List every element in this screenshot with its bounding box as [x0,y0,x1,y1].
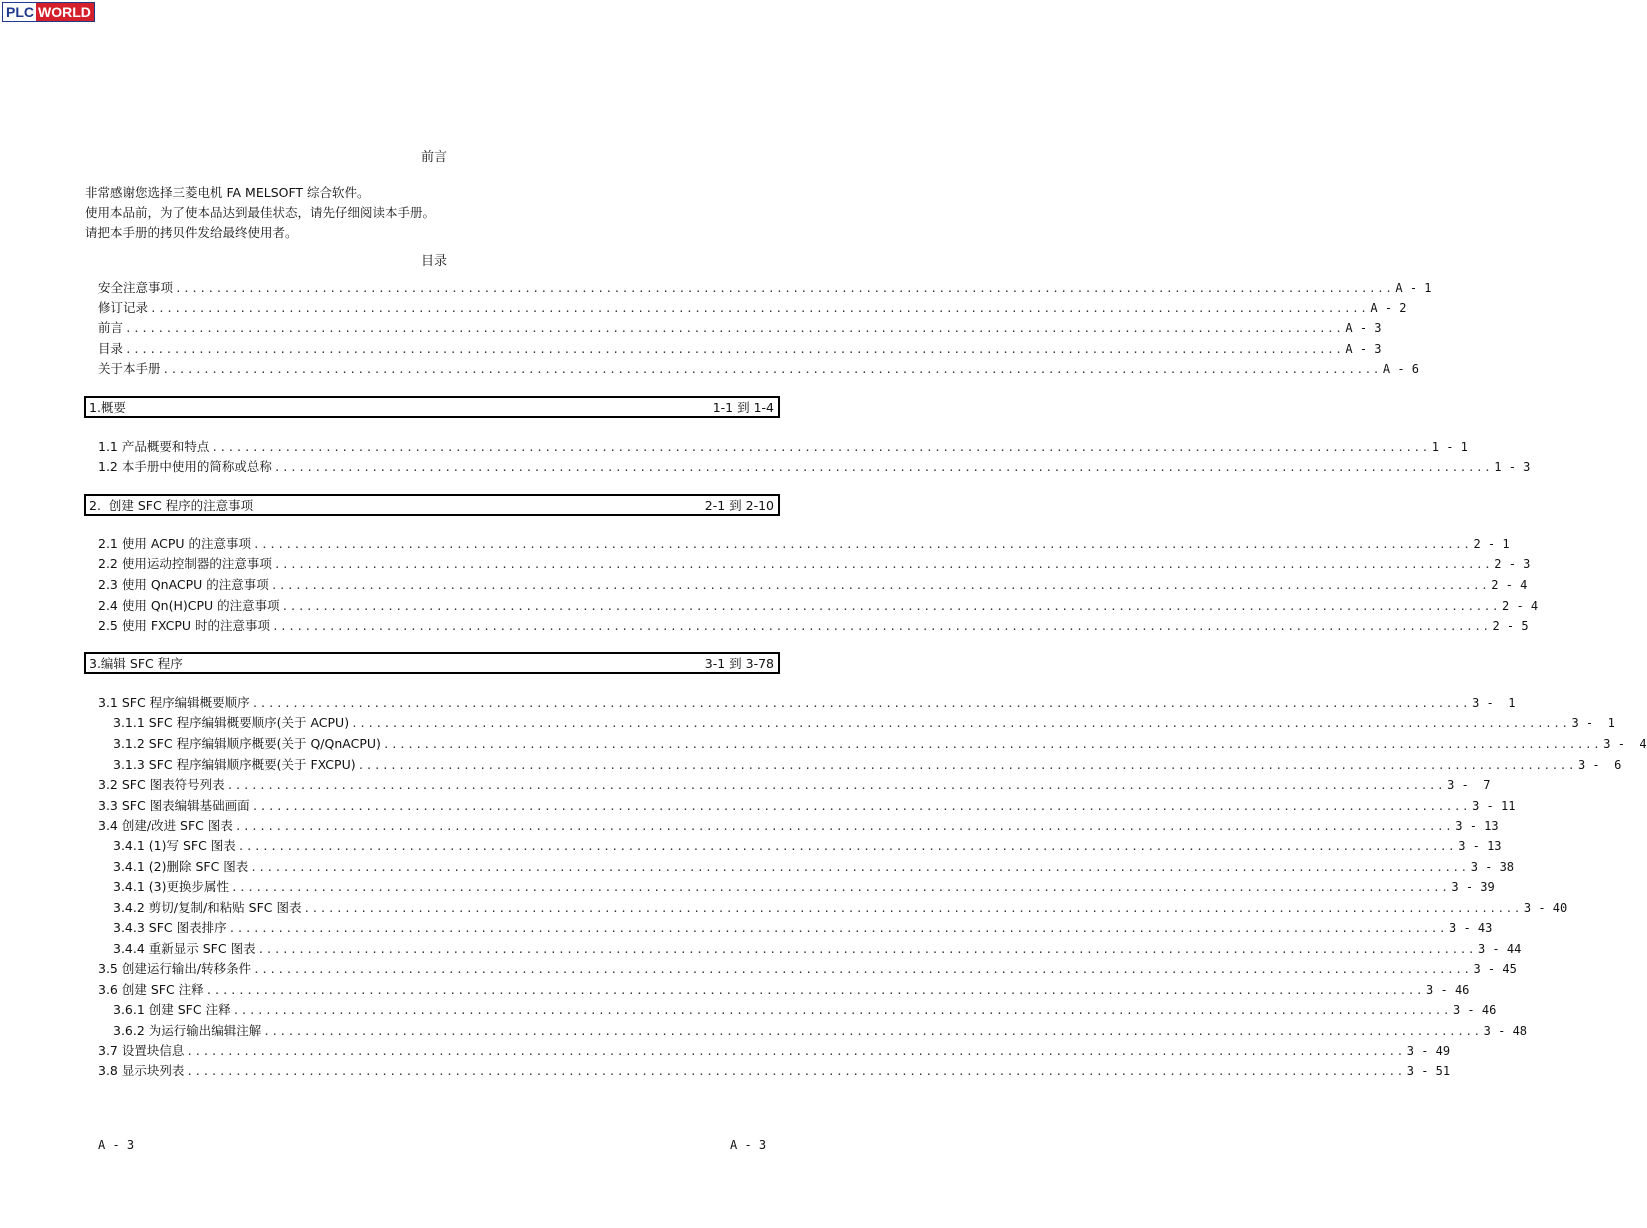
chapter-header-1[interactable] [84,396,780,418]
toc-entry-page: 2 - 4 [1491,578,1528,592]
toc-entry-label: 目录 [98,341,124,356]
toc-entry-page: 3 - 49 [1406,1044,1451,1058]
dot-leader: ...................................................................................................................................................... [253,538,1472,551]
toc-entry[interactable] [98,278,1432,298]
toc-entry-page: 3 - 48 [1483,1024,1528,1038]
toc-entry-page: A - 6 [1382,362,1420,376]
toc-entry-page: A - 2 [1370,301,1407,315]
dot-leader: ...................................................................................................................................................... [272,620,1491,633]
toc-entry-label: 3.4 创建/改进 SFC 图表 [98,818,233,833]
toc-entry[interactable] [98,554,1531,574]
toc-entry[interactable] [98,534,1510,554]
toc-entry-label: 3.1.1 SFC 程序编辑概要顺序(关于 ACPU) [113,715,350,730]
dot-leader: ...................................................................................................................................................... [382,738,1602,751]
toc-subentry[interactable] [113,857,1515,877]
toc-entry-page: 3 - 51 [1406,1064,1451,1078]
toc-entry-label: 3.4.1 (3)更换步属性 [113,879,229,894]
toc-entry[interactable] [98,616,1529,636]
logo-text-world: WORLD [36,3,94,21]
chapter-page-range: 3-1 到 3-78 [704,656,774,671]
toc-entry-label: 2.1 使用 ACPU 的注意事项 [98,536,252,551]
toc-entry[interactable] [98,1061,1451,1081]
toc-subentry[interactable] [113,836,1502,856]
toc-entry-page: A - 3 [1345,342,1382,356]
toc-entry[interactable] [98,339,1382,359]
logo-text-plc: PLC [3,3,36,21]
dot-leader: ...................................................................................................................................................... [228,922,1447,935]
dot-leader: ...................................................................................................................................................... [237,840,1457,853]
toc-entry-page: 3 - 46 [1426,983,1470,997]
toc-entry-label: 3.7 设置块信息 [98,1043,185,1058]
toc-entry-page: 3 - 11 [1472,799,1516,813]
dot-leader: ...................................................................................................................................................... [281,600,1501,613]
preface-title: 前言 [420,150,447,165]
toc-entry[interactable] [98,298,1407,318]
toc-entry-label: 3.1 SFC 程序编辑概要顺序 [98,695,250,710]
toc-entry[interactable] [98,693,1516,713]
toc-entry-page: 3 - 39 [1451,880,1495,894]
dot-leader: ...................................................................................................................................................... [175,282,1394,295]
toc-entry[interactable] [98,318,1382,338]
toc-entry-label: 3.4.1 (1)写 SFC 图表 [113,838,236,853]
toc-subentry[interactable] [113,918,1493,938]
toc-subentry[interactable] [113,734,1647,754]
toc-entry-label: 1.1 产品概要和特点 [98,439,210,454]
intro-line: 请把本手册的拷贝件发给最终使用者。 [85,225,298,240]
toc-entry-label: 安全注意事项 [98,280,174,295]
toc-entry-label: 3.4.4 重新显示 SFC 图表 [113,941,256,956]
chapter-page-range: 2-1 到 2-10 [704,498,774,513]
toc-entry-page: A - 3 [1345,321,1382,335]
toc-entry-label: 3.3 SFC 图表编辑基础画面 [98,798,250,813]
toc-entry-page: 3 - 6 [1577,758,1622,772]
toc-entry-page: 1 - 3 [1494,460,1531,474]
toc-entry-page: 2 - 1 [1473,537,1510,551]
toc-entry-page: 1 - 1 [1431,440,1468,454]
dot-leader: ...................................................................................................................................................... [257,943,1476,956]
dot-leader: ...................................................................................................................................................... [251,697,1471,710]
toc-entry-page: A - 1 [1395,281,1432,295]
dot-leader: ...................................................................................................................................................... [273,461,1493,474]
toc-entry-label: 3.4.2 剪切/复制/和粘贴 SFC 图表 [113,900,302,915]
intro-paragraph [85,183,435,243]
toc-entry[interactable] [98,437,1468,457]
toc-entry-label: 前言 [98,320,124,335]
dot-leader: ...................................................................................................................................................... [273,558,1493,571]
dot-leader: ...................................................................................................................................................... [186,1065,1405,1078]
chapter-header-2[interactable] [84,494,780,516]
dot-leader: ...................................................................................................................................................... [226,779,1446,792]
dot-leader: ...................................................................................................................................................... [205,984,1425,997]
toc-subentry[interactable] [113,713,1615,733]
dot-leader: ...................................................................................................................................................... [250,861,1469,874]
toc-entry[interactable] [98,359,1420,379]
toc-entry-page: 3 - 4 [1603,737,1647,751]
toc-entry[interactable] [98,980,1470,1000]
toc-entry-label: 3.6.2 为运行输出编辑注解 [113,1023,262,1038]
dot-leader: ...................................................................................................................................................... [150,302,1369,315]
toc-entry-label: 3.6 创建 SFC 注释 [98,982,204,997]
toc-entry-page: 3 - 46 [1452,1003,1497,1017]
toc-entry-label: 修订记录 [98,300,149,315]
chapter-title: 3.编辑 SFC 程序 [89,656,183,671]
dot-leader: ...................................................................................................................................................... [351,717,1570,730]
toc-subentry[interactable] [113,898,1568,918]
toc-entry[interactable] [98,796,1516,816]
toc-entry-page: 3 - 1 [1571,716,1615,730]
toc-entry-label: 3.8 显示块列表 [98,1063,185,1078]
toc-entry-page: 2 - 3 [1494,557,1531,571]
dot-leader: ...................................................................................................................................................... [234,820,1454,833]
toc-entry-label: 2.5 使用 FXCPU 时的注意事项 [98,618,271,633]
toc-entry-page: 3 - 1 [1472,696,1516,710]
toc-entry-label: 3.1.3 SFC 程序编辑顺序概要(关于 FXCPU) [113,757,356,772]
intro-line: 非常感谢您选择三菱电机 FA MELSOFT 综合软件。 [85,185,370,200]
toc-entry[interactable] [98,1041,1451,1061]
toc-entry-page: 3 - 43 [1449,921,1493,935]
toc-entry-label: 1.2 本手册中使用的简称或总称 [98,459,272,474]
footer-page-number-right: A - 3 [730,1138,767,1152]
toc-entry[interactable] [98,816,1499,836]
dot-leader: ...................................................................................................................................................... [263,1025,1482,1038]
toc-subentry[interactable] [113,877,1495,897]
toc-entry-label: 3.5 创建运行输出/转移条件 [98,961,252,976]
toc-entry-page: 3 - 13 [1458,839,1502,853]
toc-entry-label: 3.4.1 (2)删除 SFC 图表 [113,859,249,874]
dot-leader: ...................................................................................................................................................... [186,1045,1405,1058]
toc-entry-page: 3 - 40 [1523,901,1568,915]
toc-entry-label: 2.2 使用运动控制器的注意事项 [98,556,272,571]
intro-line: 使用本品前，为了使本品达到最佳状态，请先仔细阅读本手册。 [85,205,436,220]
toc-entry-page: 3 - 7 [1447,778,1491,792]
dot-leader: ...................................................................................................................................................... [251,800,1471,813]
toc-subentry[interactable] [113,755,1622,775]
toc-entry-label: 2.3 使用 QnACPU 的注意事项 [98,577,269,592]
dot-leader: ...................................................................................................................................................... [357,759,1576,772]
chapter-page-range: 1-1 到 1-4 [712,400,774,415]
toc-entry-label: 3.1.2 SFC 程序编辑顺序概要(关于 Q/QnACPU) [113,736,381,751]
toc-subentry[interactable] [113,1000,1497,1020]
toc-entry[interactable] [98,596,1539,616]
toc-entry-label: 3.2 SFC 图表符号列表 [98,777,225,792]
toc-entry[interactable] [98,575,1528,595]
toc-entry-page: 3 - 38 [1470,860,1515,874]
dot-leader: ...................................................................................................................................................... [125,322,1344,335]
toc-entry-page: 2 - 5 [1492,619,1529,633]
dot-leader: ...................................................................................................................................................... [162,363,1381,376]
dot-leader: ...................................................................................................................................................... [232,1004,1451,1017]
dot-leader: ...................................................................................................................................................... [303,902,1522,915]
toc-entry-label: 关于本手册 [98,361,161,376]
dot-leader: ...................................................................................................................................................... [253,963,1472,976]
toc-entry-page: 3 - 44 [1477,942,1522,956]
toc-entry-label: 2.4 使用 Qn(H)CPU 的注意事项 [98,598,280,613]
footer-page-number-left: A - 3 [98,1138,135,1152]
toc-entry-page: 2 - 4 [1502,599,1539,613]
dot-leader: ...................................................................................................................................................... [231,881,1450,894]
toc-entry-label: 3.6.1 创建 SFC 注释 [113,1002,231,1017]
dot-leader: ...................................................................................................................................................... [211,441,1430,454]
toc-entry-page: 3 - 13 [1455,819,1499,833]
toc-entry[interactable] [98,457,1531,477]
chapter-title: 2. 创建 SFC 程序的注意事项 [89,498,254,513]
toc-entry-page: 3 - 45 [1473,962,1517,976]
toc-title: 目录 [420,254,447,269]
toc-entry[interactable] [98,959,1517,979]
plcworld-logo [2,2,95,22]
dot-leader: ...................................................................................................................................................... [125,343,1344,356]
toc-subentry[interactable] [113,1021,1528,1041]
toc-entry-label: 3.4.3 SFC 图表排序 [113,920,227,935]
chapter-title: 1.概要 [89,400,126,415]
chapter-header-3[interactable] [84,652,780,674]
dot-leader: ...................................................................................................................................................... [270,579,1490,592]
toc-subentry[interactable] [113,939,1522,959]
toc-entry[interactable] [98,775,1491,795]
